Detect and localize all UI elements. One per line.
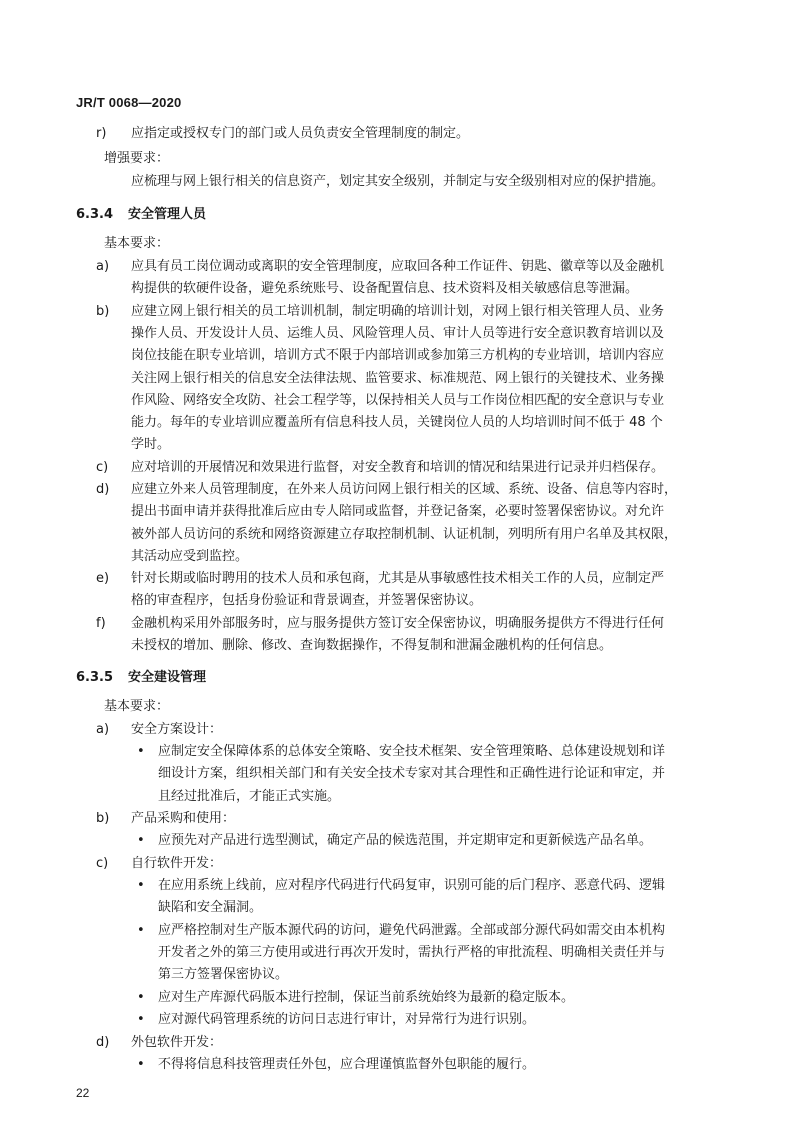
bullet-marker: • <box>137 833 145 848</box>
section-number: 6.3.4 <box>76 207 114 222</box>
text-line: 作风险、网络安全攻防、社会工程学等，以保持相关人员与工作岗位相匹配的安全意识与专业 <box>131 393 665 408</box>
section-title: 安全建设管理 <box>128 670 207 685</box>
text-line: 产品采购和使用： <box>131 811 236 826</box>
list-marker: e) <box>96 571 110 586</box>
text-line: 不得将信息科技管理责任外包，应合理谨慎监督外包职能的履行。 <box>158 1057 536 1072</box>
bullet-marker: • <box>137 744 145 759</box>
text-line: 应对源代码管理系统的访问日志进行审计，对异常行为进行识别。 <box>158 1012 536 1027</box>
text-line: 开发者之外的第三方使用或进行再次开发时，需执行严格的审批流程、明确相关责任并与 <box>158 945 666 960</box>
bullet-marker: • <box>137 1012 145 1027</box>
text-line: 应建立网上银行相关的员工培训机制，制定明确的培训计划，对网上银行相关管理人员、业务 <box>131 304 665 319</box>
text-line: 缺陷和安全漏洞。 <box>158 900 263 915</box>
text-line: 应具有员工岗位调动或离职的安全管理制度，应取回各种工作证件、钥匙、徽章等以及金融机 <box>131 259 665 274</box>
text-line: 其活动应受到监控。 <box>131 549 249 564</box>
section-title: 安全管理人员 <box>128 207 207 222</box>
list-marker: a) <box>96 259 110 274</box>
text-line: 关注网上银行相关的信息安全法律法规、监管要求、标准规范、网上银行的关键技术、业务操 <box>131 371 665 386</box>
text-line: 细设计方案，组织相关部门和有关安全技术专家对其合理性和正确性进行论证和审定，并 <box>158 766 666 781</box>
text-line: 操作人员、开发设计人员、运维人员、风险管理人员、审计人员等进行安全意识教育培训以及 <box>131 326 665 341</box>
list-marker: f) <box>96 616 106 631</box>
text-line: 构提供的软硬件设备，避免系统账号、设备配置信息、技术资料及相关敏感信息等泄漏。 <box>131 281 639 296</box>
list-marker: c) <box>96 856 109 871</box>
text-line: 提出书面申请并获得批准后应由专人陪同或监督，并登记备案，必要时签署保密协议。对允许 <box>131 504 665 519</box>
bullet-marker: • <box>137 990 145 1005</box>
text-line: 能力。每年的专业培训应覆盖所有信息科技人员，关键岗位人员的人均培训时间不低于 48 个 <box>131 415 663 430</box>
text-line: 未授权的增加、删除、修改、查询数据操作，不得复制和泄漏金融机构的任何信息。 <box>131 638 613 653</box>
bullet-marker: • <box>137 923 145 938</box>
text-line: 应指定或授权专门的部门或人员负责安全管理制度的制定。 <box>131 126 470 141</box>
bullet-marker: • <box>137 1057 145 1072</box>
text-line: 应梳理与网上银行相关的信息资产，划定其安全级别，并制定与安全级别相对应的保护措施。 <box>131 174 665 189</box>
list-marker: a) <box>96 722 110 737</box>
text-line: 基本要求： <box>104 236 170 251</box>
text-line: 基本要求： <box>104 699 170 714</box>
text-line: 应建立外来人员管理制度，在外来人员访问网上银行相关的区域、系统、设备、信息等内容时， <box>131 482 678 497</box>
section-number: 6.3.5 <box>76 670 114 685</box>
list-marker: d) <box>96 1035 110 1050</box>
text-line: 增强要求： <box>104 151 170 166</box>
text-line: 金融机构采用外部服务时，应与服务提供方签订安全保密协议，明确服务提供方不得进行任何 <box>131 616 665 631</box>
text-line: 且经过批准后，才能正式实施。 <box>158 789 341 804</box>
list-marker: b) <box>96 304 110 319</box>
text-line: 被外部人员访问的系统和网络资源建立存取控制机制、认证机制，列明所有用户名单及其权限， <box>131 527 678 542</box>
text-line: 应预先对产品进行选型测试，确定产品的候选范围，并定期审定和更新候选产品名单。 <box>158 833 653 848</box>
text-line: 针对长期或临时聘用的技术人员和承包商，尤其是从事敏感性技术相关工作的人员，应制定严 <box>131 571 665 586</box>
bullet-marker: • <box>137 878 145 893</box>
text-line: 外包软件开发： <box>131 1035 223 1050</box>
page-number: 22 <box>76 1086 90 1100</box>
text-line: 应严格控制对生产版本源代码的访问，避免代码泄露。全部或部分源代码如需交由本机构 <box>158 923 666 938</box>
text-line: 第三方签署保密协议。 <box>158 967 289 982</box>
text-line: 格的审查程序，包括身份验证和背景调查，并签署保密协议。 <box>131 593 483 608</box>
text-line: 自行软件开发： <box>131 856 223 871</box>
list-marker: r) <box>96 126 107 141</box>
text-line: 学时。 <box>131 437 171 452</box>
document-id-header: JR/T 0068—2020 <box>76 95 182 110</box>
text-line: 应对生产库源代码版本进行控制，保证当前系统始终为最新的稳定版本。 <box>158 990 575 1005</box>
text-line: 应对培训的开展情况和效果进行监督，对安全教育和培训的情况和结果进行记录并归档保存。 <box>131 460 665 475</box>
text-line: 安全方案设计： <box>131 722 223 737</box>
list-marker: c) <box>96 460 109 475</box>
text-line: 岗位技能在职专业培训，培训方式不限于内部培训或参加第三方机构的专业培训，培训内容应 <box>131 348 665 363</box>
list-marker: d) <box>96 482 110 497</box>
list-marker: b) <box>96 811 110 826</box>
text-line: 应制定安全保障体系的总体安全策略、安全技术框架、安全管理策略、总体建设规划和详 <box>158 744 666 759</box>
text-line: 在应用系统上线前，应对程序代码进行代码复审，识别可能的后门程序、恶意代码、逻辑 <box>158 878 666 893</box>
